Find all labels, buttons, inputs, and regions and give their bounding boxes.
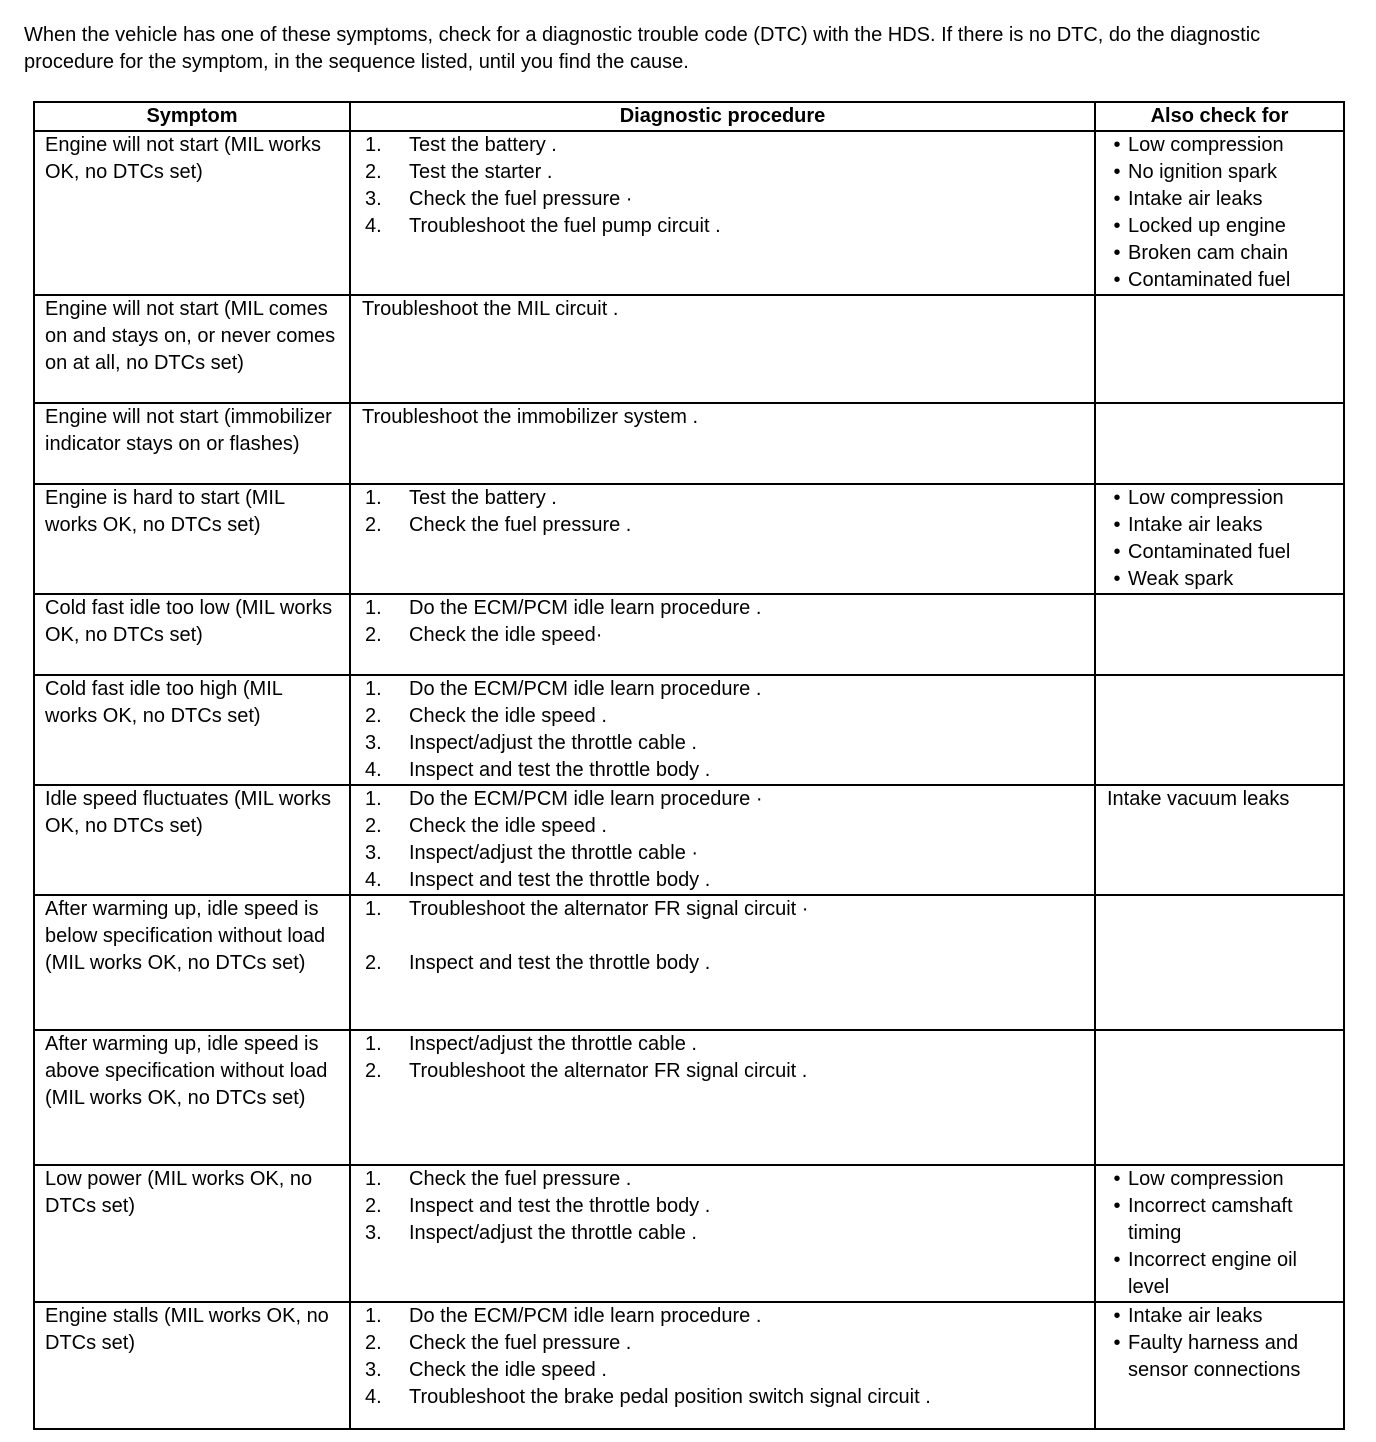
procedure-cell bbox=[350, 675, 1095, 785]
symptom-text: After warming up, idle speed is above specification without load (MIL works OK, no DTCs set) bbox=[45, 1033, 328, 1109]
check-text: Incorrect engine oil level bbox=[1128, 1249, 1297, 1298]
procedure-steps bbox=[361, 896, 1084, 977]
step-text: Inspect/adjust the throttle cable . bbox=[409, 1033, 697, 1055]
symptom-cell bbox=[34, 1302, 350, 1429]
bullet-icon: • bbox=[1113, 568, 1121, 590]
procedure-step bbox=[361, 757, 1084, 784]
step-number: 3. bbox=[365, 1359, 382, 1381]
procedure-steps bbox=[361, 485, 1084, 539]
check-item bbox=[1106, 1193, 1333, 1247]
step-number: 3. bbox=[365, 842, 382, 864]
intro-text: When the vehicle has one of these symptoms, check for a diagnostic trouble code (DTC) with the HDS. If there is no DTC, do the diagnostic procedure for the symptom, in the sequence listed, until you find the cause. bbox=[24, 24, 1261, 73]
bullet-icon: • bbox=[1113, 269, 1121, 291]
table-row bbox=[34, 1030, 1344, 1165]
also-check-list bbox=[1106, 485, 1333, 593]
procedure-text: Troubleshoot the immobilizer system . bbox=[362, 406, 699, 428]
check-text: Faulty harness and sensor connections bbox=[1128, 1332, 1301, 1381]
procedure-cell bbox=[350, 295, 1095, 403]
step-number: 1. bbox=[365, 788, 382, 810]
check-item bbox=[1106, 1166, 1333, 1193]
procedure-step bbox=[361, 867, 1084, 894]
step-text: Troubleshoot the fuel pump circuit . bbox=[409, 215, 721, 237]
step-text: Troubleshoot the alternator FR signal circuit . bbox=[409, 1060, 808, 1082]
procedure-steps bbox=[361, 676, 1084, 784]
step-text: Do the ECM/PCM idle learn procedure . bbox=[409, 597, 762, 619]
symptom-cell bbox=[34, 403, 350, 484]
step-number: 2. bbox=[365, 705, 382, 727]
also-check-list bbox=[1106, 1303, 1333, 1384]
step-number: 4. bbox=[365, 759, 382, 781]
symptom-text: Engine will not start (MIL works OK, no DTCs set) bbox=[45, 134, 322, 183]
step-number: 1. bbox=[365, 134, 382, 156]
symptom-cell bbox=[34, 785, 350, 895]
also-check-list bbox=[1106, 132, 1333, 294]
procedure-step bbox=[361, 1166, 1084, 1193]
symptom-text: Cold fast idle too low (MIL works OK, no DTCs set) bbox=[45, 597, 333, 646]
procedure-step bbox=[361, 512, 1084, 539]
procedure-step bbox=[361, 1193, 1084, 1220]
procedure-step bbox=[361, 485, 1084, 512]
symptom-cell bbox=[34, 484, 350, 594]
symptom-text: Cold fast idle too high (MIL works OK, no DTCs set) bbox=[45, 678, 283, 727]
bullet-icon: • bbox=[1113, 487, 1121, 509]
check-text: Intake vacuum leaks bbox=[1107, 788, 1290, 810]
step-number: 4. bbox=[365, 215, 382, 237]
check-text: Broken cam chain bbox=[1128, 242, 1289, 264]
symptom-text: After warming up, idle speed is below specification without load (MIL works OK, no DTCs set) bbox=[45, 898, 326, 974]
step-text: Inspect/adjust the throttle cable . bbox=[409, 732, 697, 754]
procedure-step bbox=[361, 1357, 1084, 1384]
bullet-icon: • bbox=[1113, 134, 1121, 156]
check-item bbox=[1106, 132, 1333, 159]
step-text: Check the idle speed . bbox=[409, 705, 607, 727]
check-item bbox=[1106, 240, 1333, 267]
step-number: 1. bbox=[365, 1168, 382, 1190]
also-check-cell bbox=[1095, 1030, 1344, 1165]
check-text: No ignition spark bbox=[1128, 161, 1277, 183]
bullet-icon: • bbox=[1113, 188, 1121, 210]
step-text: Inspect and test the throttle body . bbox=[409, 952, 711, 974]
procedure-cell bbox=[350, 403, 1095, 484]
also-check-cell bbox=[1095, 484, 1344, 594]
symptom-text: Engine will not start (immobilizer indicator stays on or flashes) bbox=[45, 406, 332, 455]
step-text: Inspect/adjust the throttle cable . bbox=[409, 1222, 697, 1244]
also-check-cell bbox=[1095, 675, 1344, 785]
step-text: Inspect and test the throttle body . bbox=[409, 869, 711, 891]
step-text: Troubleshoot the brake pedal position switch signal circuit . bbox=[409, 1386, 931, 1408]
step-number: 2. bbox=[365, 624, 382, 646]
procedure-step bbox=[361, 813, 1084, 840]
procedure-step bbox=[361, 1031, 1084, 1058]
symptom-text: Low power (MIL works OK, no DTCs set) bbox=[45, 1168, 313, 1217]
procedure-step bbox=[361, 950, 1084, 977]
symptom-text: Engine stalls (MIL works OK, no DTCs set) bbox=[45, 1305, 329, 1354]
check-text: Low compression bbox=[1128, 1168, 1284, 1190]
symptom-text: Engine will not start (MIL comes on and stays on, or never comes on at all, no DTCs set) bbox=[45, 298, 336, 374]
check-item bbox=[1106, 512, 1333, 539]
symptom-cell bbox=[34, 594, 350, 675]
procedure-header: Diagnostic procedure bbox=[350, 102, 1095, 131]
check-item bbox=[1106, 1247, 1333, 1301]
procedure-steps bbox=[361, 1303, 1084, 1411]
step-text: Do the ECM/PCM idle learn procedure . bbox=[409, 678, 762, 700]
step-text: Test the battery . bbox=[409, 487, 557, 509]
check-item bbox=[1106, 186, 1333, 213]
procedure-cell bbox=[350, 785, 1095, 895]
check-text: Intake air leaks bbox=[1128, 1305, 1263, 1327]
step-number: 2. bbox=[365, 161, 382, 183]
step-text: Do the ECM/PCM idle learn procedure . bbox=[409, 1305, 762, 1327]
procedure-step bbox=[361, 186, 1084, 213]
step-text: Check the idle speed . bbox=[409, 1359, 607, 1381]
check-text: Locked up engine bbox=[1128, 215, 1286, 237]
also-check-header: Also check for bbox=[1095, 102, 1344, 131]
table-row bbox=[34, 1165, 1344, 1302]
step-number: 2. bbox=[365, 1060, 382, 1082]
procedure-cell bbox=[350, 895, 1095, 1030]
procedure-text: Troubleshoot the MIL circuit . bbox=[362, 298, 619, 320]
symptom-cell bbox=[34, 1165, 350, 1302]
check-item bbox=[1106, 566, 1333, 593]
check-item bbox=[1106, 1330, 1333, 1384]
check-text: Incorrect camshaft timing bbox=[1128, 1195, 1293, 1244]
symptom-cell bbox=[34, 1030, 350, 1165]
step-number: 1. bbox=[365, 1033, 382, 1055]
check-item bbox=[1106, 267, 1333, 294]
step-text: Inspect and test the throttle body . bbox=[409, 1195, 711, 1217]
bullet-icon: • bbox=[1113, 1195, 1121, 1217]
step-text: Inspect and test the throttle body . bbox=[409, 759, 711, 781]
step-number: 2. bbox=[365, 952, 382, 974]
step-text: Check the fuel pressure . bbox=[409, 514, 632, 536]
procedure-cell bbox=[350, 484, 1095, 594]
symptom-header: Symptom bbox=[34, 102, 350, 131]
also-check-cell bbox=[1095, 295, 1344, 403]
procedure-step bbox=[361, 676, 1084, 703]
check-item bbox=[1106, 539, 1333, 566]
bullet-icon: • bbox=[1113, 1249, 1121, 1271]
symptom-troubleshooting-table bbox=[33, 101, 1345, 1430]
procedure-cell bbox=[350, 1165, 1095, 1302]
procedure-step bbox=[361, 703, 1084, 730]
step-text: Test the battery . bbox=[409, 134, 557, 156]
procedure-step bbox=[361, 595, 1084, 622]
table-row bbox=[34, 484, 1344, 594]
symptom-cell bbox=[34, 295, 350, 403]
table-row bbox=[34, 675, 1344, 785]
procedure-step bbox=[361, 786, 1084, 813]
step-number: 2. bbox=[365, 1195, 382, 1217]
also-check-cell bbox=[1095, 594, 1344, 675]
check-text: Intake air leaks bbox=[1128, 188, 1263, 210]
header-row bbox=[34, 102, 1344, 131]
check-text: Contaminated fuel bbox=[1128, 269, 1291, 291]
procedure-cell bbox=[350, 131, 1095, 295]
symptom-cell bbox=[34, 131, 350, 295]
procedure-steps bbox=[361, 1031, 1084, 1085]
step-number: 1. bbox=[365, 678, 382, 700]
step-number: 1. bbox=[365, 487, 382, 509]
procedure-step bbox=[361, 1220, 1084, 1247]
bullet-icon: • bbox=[1113, 541, 1121, 563]
bullet-icon: • bbox=[1113, 514, 1121, 536]
procedure-step bbox=[361, 132, 1084, 159]
step-number: 1. bbox=[365, 898, 382, 920]
also-check-cell bbox=[1095, 131, 1344, 295]
step-text: Do the ECM/PCM idle learn procedure · bbox=[409, 788, 763, 810]
step-number: 3. bbox=[365, 188, 382, 210]
procedure-step bbox=[361, 896, 1084, 923]
procedure-cell bbox=[350, 1030, 1095, 1165]
step-text: Check the fuel pressure . bbox=[409, 1332, 632, 1354]
step-number: 3. bbox=[365, 1222, 382, 1244]
step-text: Check the idle speed . bbox=[409, 815, 607, 837]
step-number: 1. bbox=[365, 597, 382, 619]
step-text: Inspect/adjust the throttle cable · bbox=[409, 842, 699, 864]
table-row bbox=[34, 785, 1344, 895]
procedure-step bbox=[361, 1303, 1084, 1330]
check-text: Contaminated fuel bbox=[1128, 541, 1291, 563]
also-check-list bbox=[1106, 1166, 1333, 1301]
step-number: 2. bbox=[365, 514, 382, 536]
check-text: Weak spark bbox=[1128, 568, 1234, 590]
check-text: Low compression bbox=[1128, 487, 1284, 509]
bullet-icon: • bbox=[1113, 161, 1121, 183]
also-check-cell bbox=[1095, 1165, 1344, 1302]
procedure-step bbox=[361, 1330, 1084, 1357]
procedure-step bbox=[361, 840, 1084, 867]
symptom-cell bbox=[34, 675, 350, 785]
check-text: Intake air leaks bbox=[1128, 514, 1263, 536]
step-text: Check the fuel pressure . bbox=[409, 1168, 632, 1190]
table-row bbox=[34, 131, 1344, 295]
procedure-steps bbox=[361, 786, 1084, 894]
step-text: Test the starter . bbox=[409, 161, 553, 183]
also-check-cell bbox=[1095, 785, 1344, 895]
step-number: 1. bbox=[365, 1305, 382, 1327]
symptom-cell bbox=[34, 895, 350, 1030]
bullet-icon: • bbox=[1113, 242, 1121, 264]
check-item bbox=[1106, 213, 1333, 240]
procedure-steps bbox=[361, 132, 1084, 240]
table-row bbox=[34, 594, 1344, 675]
procedure-step bbox=[361, 1058, 1084, 1085]
procedure-cell bbox=[350, 1302, 1095, 1429]
step-text: Check the fuel pressure · bbox=[409, 188, 633, 210]
check-item bbox=[1106, 485, 1333, 512]
step-number: 4. bbox=[365, 1386, 382, 1408]
procedure-step bbox=[361, 622, 1084, 649]
step-number: 4. bbox=[365, 869, 382, 891]
symptom-text: Idle speed fluctuates (MIL works OK, no DTCs set) bbox=[45, 788, 332, 837]
symptom-text: Engine is hard to start (MIL works OK, no DTCs set) bbox=[45, 487, 285, 536]
check-item bbox=[1106, 1303, 1333, 1330]
procedure-step bbox=[361, 1384, 1084, 1411]
also-check-cell bbox=[1095, 403, 1344, 484]
step-number: 2. bbox=[365, 1332, 382, 1354]
bullet-icon: • bbox=[1113, 1305, 1121, 1327]
also-check-cell bbox=[1095, 895, 1344, 1030]
step-text: Check the idle speed· bbox=[409, 624, 603, 646]
table-row bbox=[34, 1302, 1344, 1429]
bullet-icon: • bbox=[1113, 1168, 1121, 1190]
table-row bbox=[34, 403, 1344, 484]
procedure-step bbox=[361, 730, 1084, 757]
check-item bbox=[1106, 159, 1333, 186]
step-text: Troubleshoot the alternator FR signal circuit · bbox=[409, 898, 809, 920]
check-text: Low compression bbox=[1128, 134, 1284, 156]
step-number: 2. bbox=[365, 815, 382, 837]
step-number: 3. bbox=[365, 732, 382, 754]
procedure-steps bbox=[361, 595, 1084, 649]
also-check-cell bbox=[1095, 1302, 1344, 1429]
procedure-steps bbox=[361, 1166, 1084, 1247]
procedure-step bbox=[361, 213, 1084, 240]
procedure-cell bbox=[350, 594, 1095, 675]
table-row bbox=[34, 295, 1344, 403]
bullet-icon: • bbox=[1113, 215, 1121, 237]
bullet-icon: • bbox=[1113, 1332, 1121, 1354]
table-row bbox=[34, 895, 1344, 1030]
procedure-step bbox=[361, 159, 1084, 186]
